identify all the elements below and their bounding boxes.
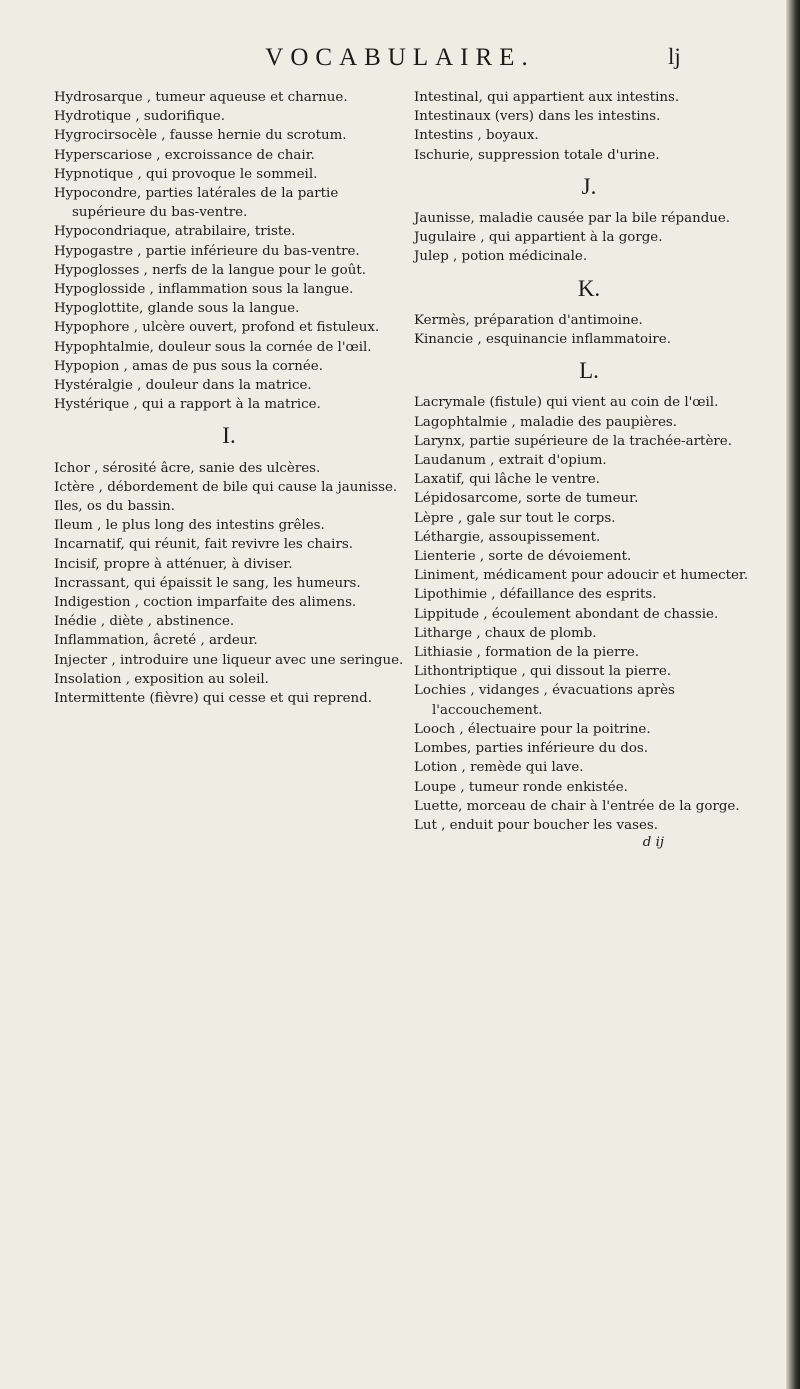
glossary-entry: Hypocondre, parties latérales de la partie supérieure du bas-ventre. [54, 186, 339, 221]
running-title: VOCABULAIRE. [265, 44, 535, 71]
glossary-entry: Intestins , boyaux. [414, 128, 539, 144]
glossary-entry: Litharge , chaux de plomb. [414, 625, 597, 641]
glossary-entry: Hyperscariose , excroissance de chair. [54, 147, 315, 163]
glossary-entry: Léthargie, assoupissement. [414, 529, 601, 545]
glossary-entry: Hypnotique , qui provoque le sommeil. [54, 166, 318, 182]
right-column [414, 88, 764, 852]
glossary-entry: Lippitude , écoulement abondant de chassie. [414, 606, 719, 622]
glossary-entry: Jugulaire , qui appartient à la gorge. [414, 230, 663, 246]
glossary-entry: Lagophtalmie , maladie des paupières. [414, 414, 678, 430]
glossary-entry: Incarnatif, qui réunit, fait revivre les chairs. [54, 537, 353, 553]
folio: lj [668, 44, 681, 69]
glossary-entry: Laudanum , extrait d'opium. [414, 453, 607, 469]
glossary-entry: Lacrymale (fistule) qui vient au coin de l'œil. [414, 395, 719, 411]
glossary-entry: Jaunisse, maladie causée par la bile répandue. [414, 211, 731, 227]
glossary-entry: Intestinal, qui appartient aux intestins. [414, 90, 680, 105]
glossary-entry: Lotion , remède qui lave. [414, 760, 584, 776]
glossary-entry: Lépidosarcome, sorte de tumeur. [414, 491, 639, 507]
glossary-entry: Lèpre , gale sur tout le corps. [414, 510, 616, 526]
glossary-entry: Hypocondriaque, atrabilaire, triste. [54, 224, 296, 240]
glossary-entry: Hystérique , qui a rapport à la matrice. [54, 397, 321, 413]
glossary-entry: Lombes, parties inférieure du dos. [414, 741, 649, 757]
glossary-entry: Hypophore , ulcère ouvert, profond et fistuleux. [54, 320, 380, 336]
glossary-entry: Loupe , tumeur ronde enkistée. [414, 779, 628, 795]
glossary-entry: Hydrotique , sudorifique. [54, 109, 225, 125]
glossary-entry: Hypogastre , partie inférieure du bas-ventre. [54, 243, 360, 259]
glossary-entry: Hypopion , amas de pus sous la cornée. [54, 358, 323, 374]
glossary-entry: Iles, os du bassin. [54, 499, 175, 515]
left-column [54, 88, 404, 708]
glossary-entry: Inflammation, âcreté , ardeur. [54, 633, 258, 649]
glossary-entry: Intermittente (fièvre) qui cesse et qui reprend. [54, 691, 372, 707]
glossary-entry: Hypoglosses , nerfs de la langue pour le goût. [54, 262, 366, 278]
section-letter: L. [579, 358, 599, 384]
section-letter: I. [222, 423, 236, 449]
glossary-entry: Ileum , le plus long des intestins grêles. [54, 518, 325, 534]
glossary-entry: Kinancie , esquinancie inflammatoire. [414, 332, 671, 348]
glossary-entry: Liniment, médicament pour adoucir et humecter. [414, 568, 749, 584]
glossary-entry: Lithontriptique , qui dissout la pierre. [414, 664, 671, 680]
glossary-entry: Hydrosarque , tumeur aqueuse et charnue. [54, 90, 348, 105]
section-letter: J. [581, 173, 597, 199]
glossary-entry: Injecter , introduire une liqueur avec une seringue. [54, 652, 404, 668]
glossary-entry: Lut , enduit pour boucher les vases. [414, 817, 659, 833]
glossary-entry: Insolation , exposition au soleil. [54, 671, 269, 687]
glossary-entry: Larynx, partie supérieure de la trachée-artère. [414, 433, 732, 449]
glossary-entry: Inédie , diète , abstinence. [54, 614, 235, 630]
glossary-entry: Incrassant, qui épaissit le sang, les humeurs. [54, 575, 361, 591]
signature-mark: d ij [642, 835, 664, 851]
glossary-entry: Lienterie , sorte de dévoiement. [414, 549, 632, 565]
glossary-entry: Hypoglosside , inflammation sous la langue. [54, 282, 354, 298]
glossary-entry: Hygrocirsocèle , fausse hernie du scrotum. [54, 128, 347, 144]
glossary-entry: Intestinaux (vers) dans les intestins. [414, 109, 661, 125]
glossary-entry: Ichor , sérosité âcre, sanie des ulcères. [54, 460, 321, 476]
glossary-entry: Lochies , vidanges , évacuations après l'accouchement. [414, 683, 675, 718]
glossary-entry: Hypoglottite, glande sous la langue. [54, 301, 300, 317]
glossary-entry: Hypophtalmie, douleur sous la cornée de l'œil. [54, 339, 372, 355]
glossary-entry: Indigestion , coction imparfaite des alimens. [54, 595, 357, 611]
glossary-entry: Julep , potion médicinale. [414, 249, 588, 265]
glossary-entry: Laxatif, qui lâche le ventre. [414, 472, 600, 488]
glossary-entry: Kermès, préparation d'antimoine. [414, 312, 643, 328]
glossary-entry: Lipothimie , défaillance des esprits. [414, 587, 657, 603]
page-edge-shadow [786, 0, 800, 1389]
section-letter: K. [577, 275, 601, 301]
glossary-entry: Luette, morceau de chair à l'entrée de la gorge. [414, 798, 740, 814]
glossary-entry: Ischurie, suppression totale d'urine. [414, 147, 660, 163]
glossary-entry: Ictère , débordement de bile qui cause la jaunisse. [54, 479, 398, 495]
glossary-entry: Hystéralgie , douleur dans la matrice. [54, 378, 312, 394]
glossary-entry: Incisif, propre à atténuer, à diviser. [54, 556, 293, 572]
glossary-entry: Looch , électuaire pour la poitrine. [414, 721, 651, 737]
glossary-entry: Lithiasie , formation de la pierre. [414, 645, 640, 661]
